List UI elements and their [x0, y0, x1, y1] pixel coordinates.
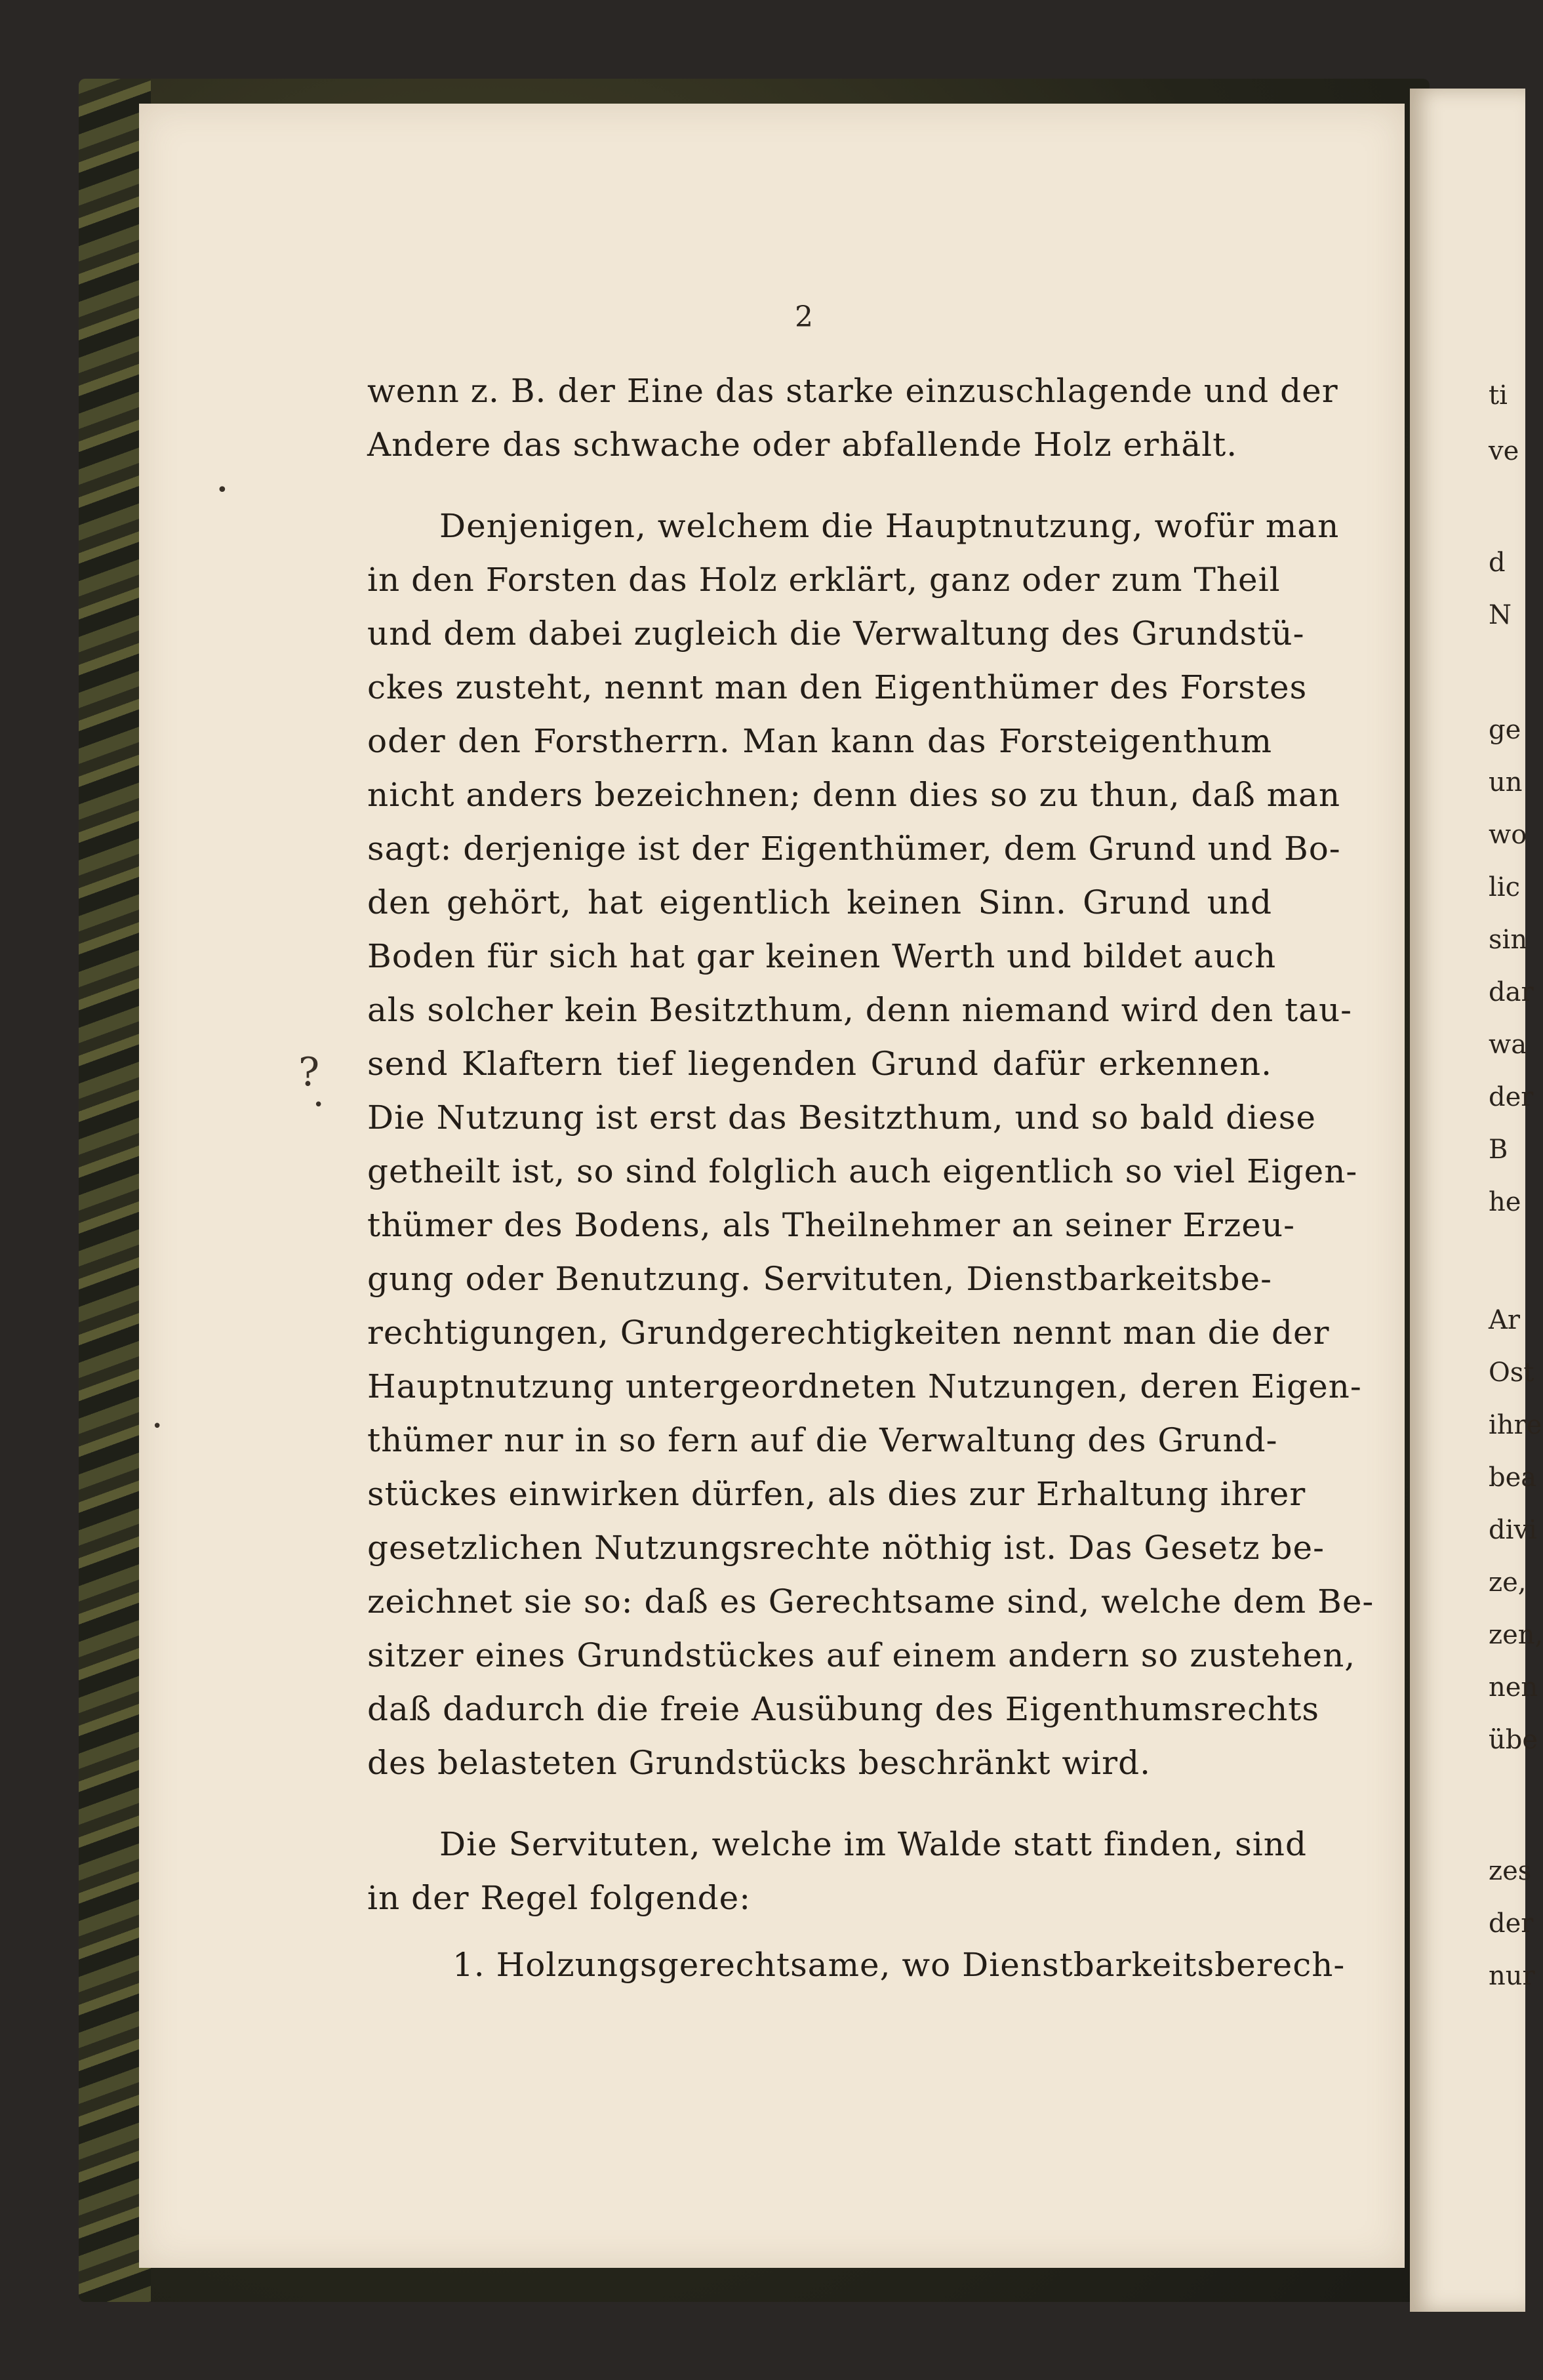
text-line: gesetzlichen Nutzungsrechte nöthig ist. Das Gesetz be- — [367, 1529, 1325, 1567]
facing-page-fragment: Ar — [1489, 1305, 1521, 1335]
text-line: Hauptnutzung untergeordneten Nutzungen, deren Eigen- — [367, 1367, 1362, 1405]
text-line: den gehört, hat eigentlich keinen Sinn. Grund und — [367, 883, 1272, 921]
facing-page-fragment: divi — [1489, 1515, 1537, 1545]
facing-page-fragment: ti — [1489, 380, 1508, 411]
margin-annotation: ? — [298, 1049, 320, 1095]
facing-page-fragment: wa — [1489, 1030, 1527, 1060]
facing-page-fragment: übe — [1489, 1725, 1538, 1755]
text-line: sagt: derjenige ist der Eigenthümer, dem Grund und Bo- — [367, 830, 1341, 868]
page-number: 2 — [795, 300, 813, 334]
text-line: nicht anders bezeichnen; denn dies so zu thun, daß man — [367, 776, 1341, 814]
facing-page-fragment: d — [1489, 548, 1506, 578]
facing-page-fragment: nen — [1489, 1672, 1538, 1703]
text-line: Boden für sich hat gar keinen Werth und bildet auch — [367, 937, 1277, 975]
text-line: ckes zusteht, nennt man den Eigenthümer des Forstes — [367, 668, 1308, 706]
text-line: wenn z. B. der Eine das starke einzuschlagende und der — [367, 372, 1338, 410]
paragraph — [367, 499, 1374, 1790]
facing-page-fragment: ihre — [1489, 1410, 1542, 1440]
text-line: und dem dabei zugleich die Verwaltung des Grundstü- — [367, 615, 1305, 653]
facing-page-fragment: zen, — [1489, 1620, 1543, 1650]
facing-page-fragment: nur — [1489, 1961, 1535, 1991]
facing-page-fragment: un — [1489, 767, 1523, 797]
text-line: thümer des Bodens, als Theilnehmer an seiner Erzeu- — [367, 1206, 1295, 1244]
facing-page-fragment: wo — [1489, 820, 1527, 850]
facing-page-fragment: lic — [1489, 872, 1520, 902]
text-line: zeichnet sie so: daß es Gerechtsame sind, welche dem Be- — [367, 1583, 1374, 1621]
text-line: Denjenigen, welchem die Hauptnutzung, wofür man — [439, 507, 1340, 545]
text-line: des belasteten Grundstücks beschränkt wird. — [367, 1744, 1151, 1782]
text-line: daß dadurch die freie Ausübung des Eigenthumsrechts — [367, 1690, 1320, 1728]
facing-page-fragment: ze, — [1489, 1567, 1527, 1598]
list-item — [367, 1938, 1346, 1992]
facing-page-fragment: Ost — [1489, 1358, 1534, 1388]
facing-page-fragment: ve — [1489, 436, 1519, 466]
paragraph — [367, 364, 1338, 472]
text-line: rechtigungen, Grundgerechtigkeiten nennt man die der — [367, 1314, 1330, 1352]
text-line: als solcher kein Besitzthum, denn niemand wird den tau- — [367, 991, 1353, 1029]
text-line: getheilt ist, so sind folglich auch eigentlich so viel Eigen- — [367, 1152, 1358, 1190]
text-line: stückes einwirken dürfen, als dies zur Erhaltung ihrer — [367, 1475, 1306, 1513]
text-line: Die Servituten, welche im Walde statt finden, sind — [439, 1825, 1307, 1863]
text-line: send Klaftern tief liegenden Grund dafür erkennen. — [367, 1045, 1272, 1083]
facing-page-fragment: he — [1489, 1187, 1521, 1217]
text-line: sitzer eines Grundstückes auf einem andern so zustehen, — [367, 1636, 1356, 1674]
facing-page-fragment: der — [1489, 1082, 1534, 1112]
facing-page-fragment: zes — [1489, 1856, 1532, 1886]
paragraph — [367, 1817, 1307, 1925]
facing-page-fragment: N — [1489, 600, 1512, 630]
facing-page-fragment: dar — [1489, 977, 1534, 1007]
facing-page-fragment: B — [1489, 1135, 1508, 1165]
facing-page-fragment: ge — [1489, 715, 1521, 745]
margin-dot: • — [313, 1095, 324, 1115]
facing-page-fragment: der — [1489, 1908, 1534, 1939]
text-line: 1. Holzungsgerechtsame, wo Dienstbarkeitsberech- — [452, 1946, 1346, 1984]
text-line: gung oder Benutzung. Servituten, Dienstbarkeitsbe- — [367, 1260, 1272, 1298]
margin-dot: • — [152, 1417, 163, 1436]
text-line: in der Regel folgende: — [367, 1879, 751, 1917]
text-line: Andere das schwache oder abfallende Holz erhält. — [367, 426, 1238, 464]
page-text — [367, 364, 1374, 1992]
text-line: Die Nutzung ist erst das Besitzthum, und so bald diese — [367, 1099, 1317, 1137]
facing-page-fragment: bea — [1489, 1462, 1537, 1493]
text-line: thümer nur in so fern auf die Verwaltung des Grund- — [367, 1421, 1278, 1459]
text-line: oder den Forstherrn. Man kann das Forsteigenthum — [367, 722, 1272, 760]
facing-page-fragment: sin — [1489, 925, 1528, 955]
margin-dot: • — [216, 479, 228, 502]
text-line: in den Forsten das Holz erklärt, ganz oder zum Theil — [367, 561, 1281, 599]
